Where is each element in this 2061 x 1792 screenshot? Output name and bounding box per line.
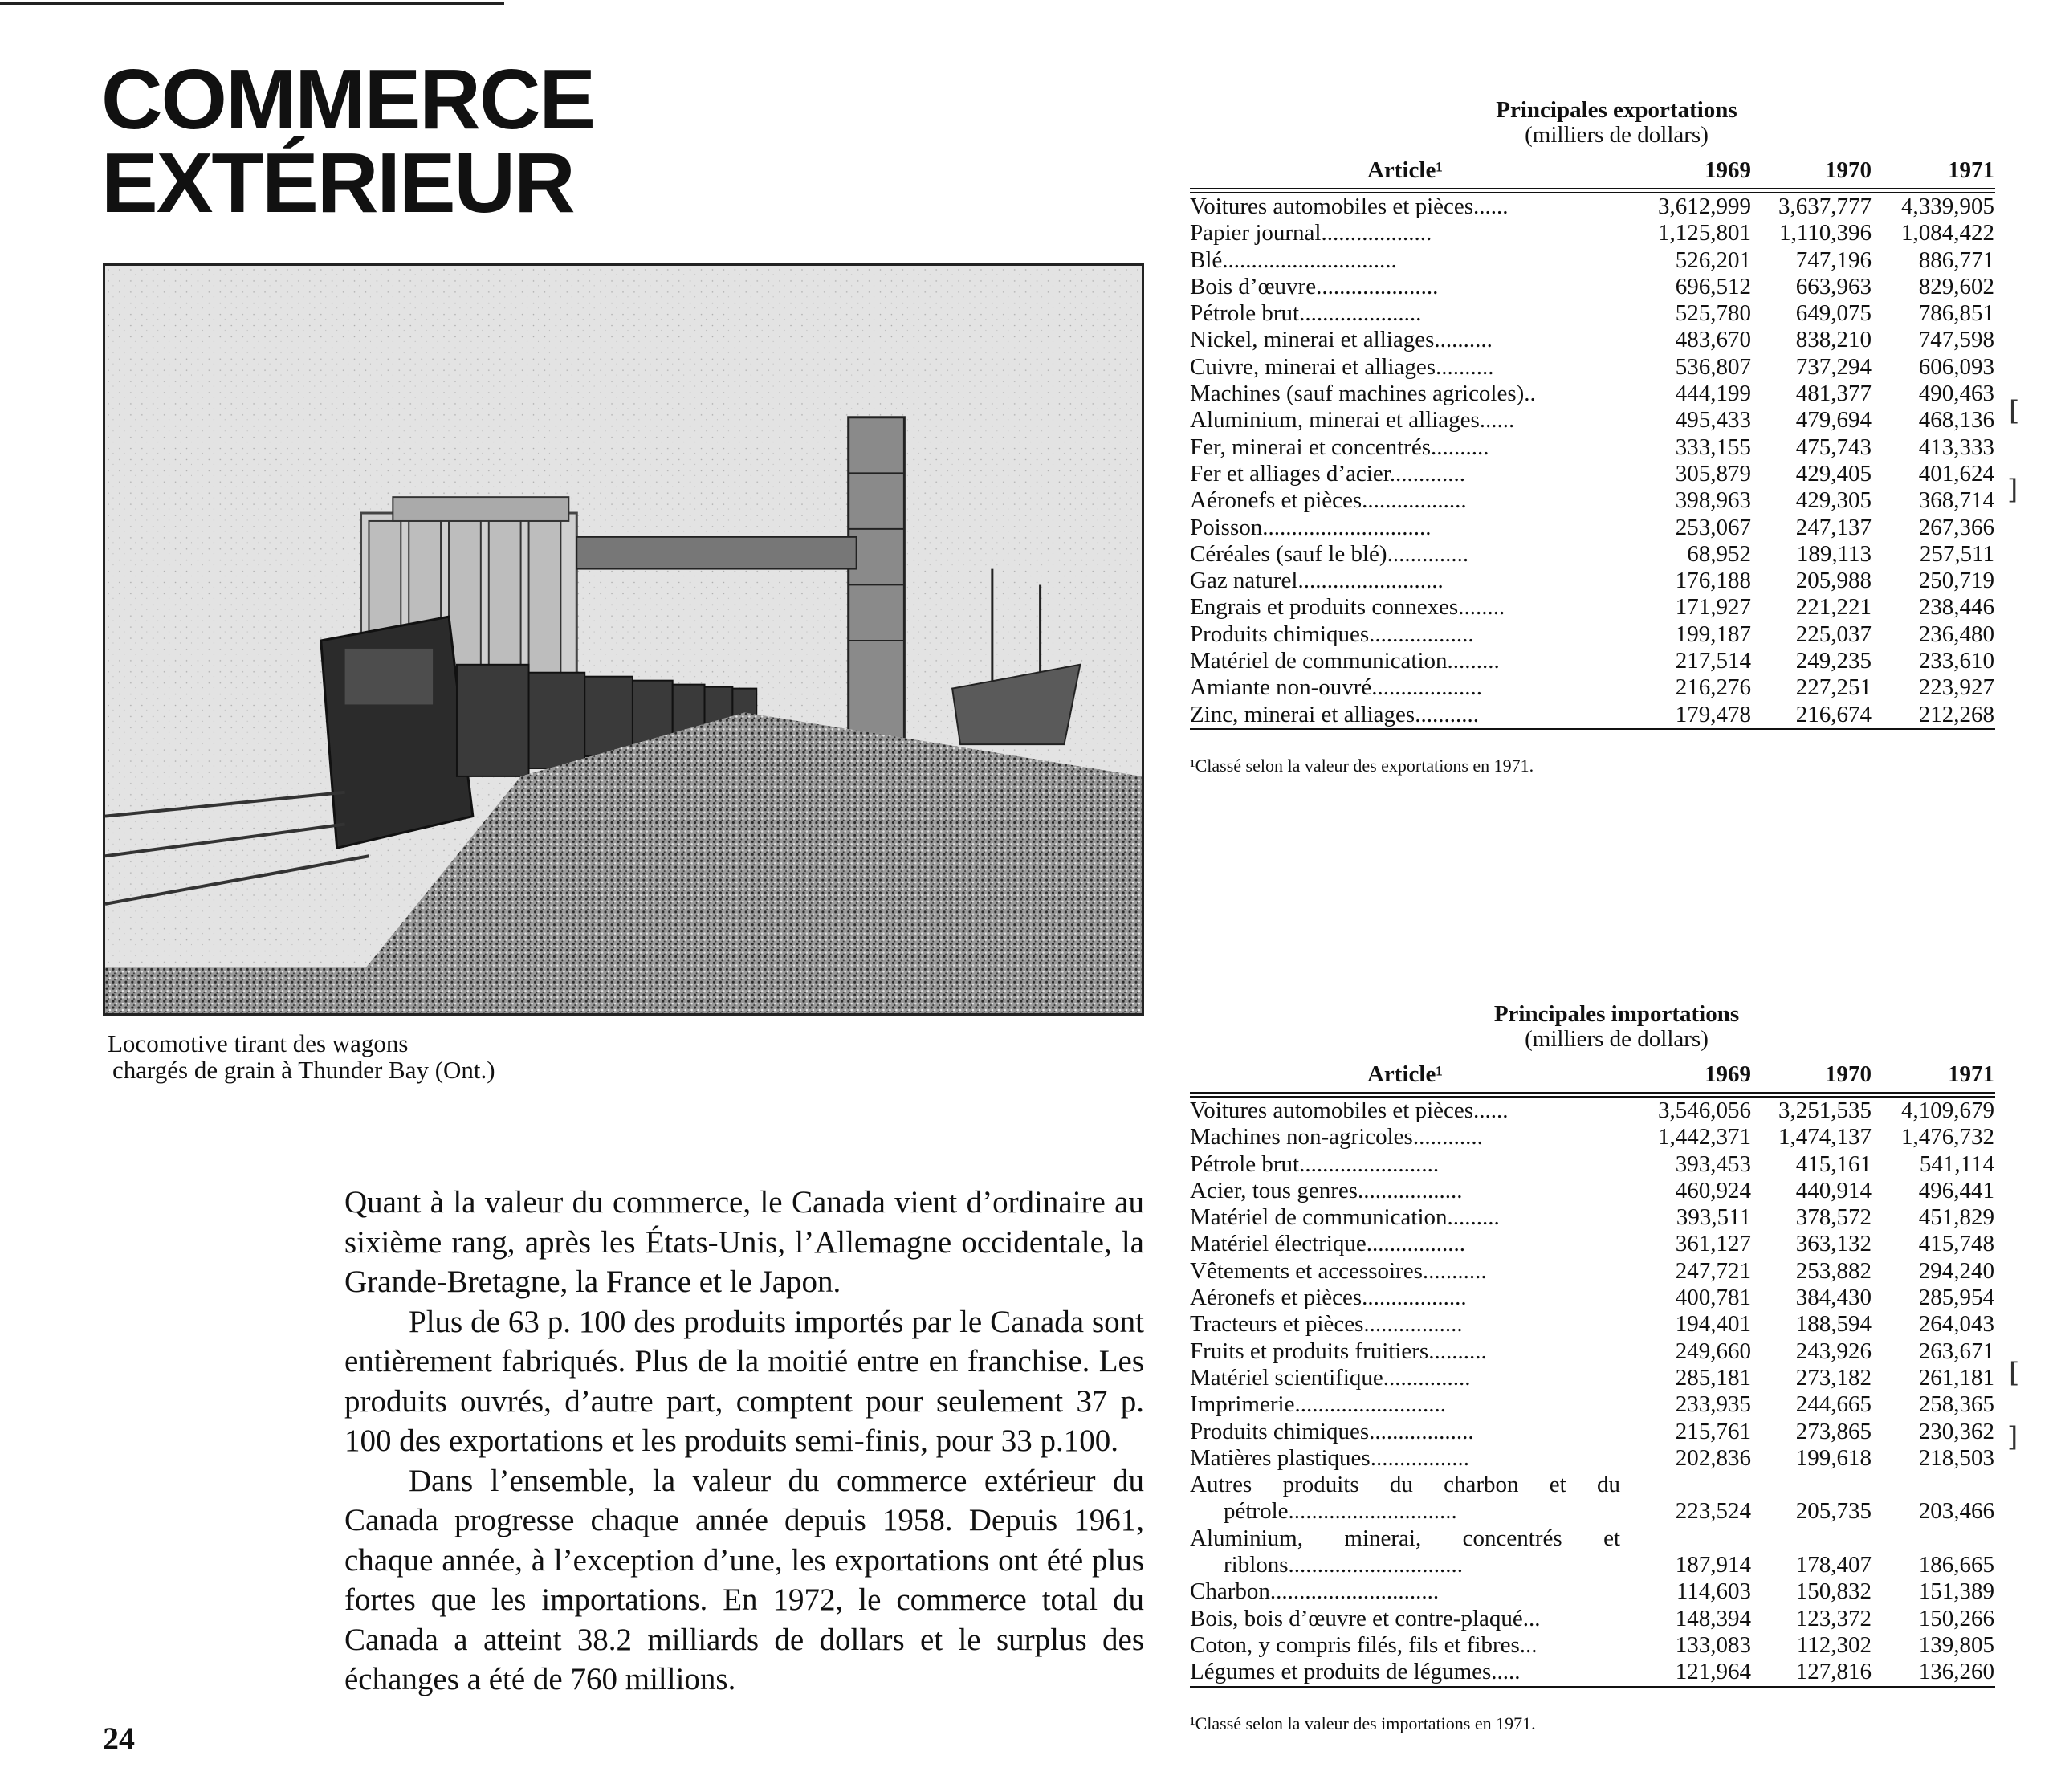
value-1969: 1,442,371 — [1658, 1124, 1751, 1151]
value-1970: 838,210 — [1795, 327, 1872, 353]
table-row — [1190, 1204, 1995, 1231]
value-1970: 481,377 — [1795, 381, 1872, 407]
value-1971: 606,093 — [1918, 353, 1994, 380]
title-line-2: EXTÉRIEUR — [101, 136, 574, 230]
value-1970: 737,294 — [1795, 353, 1872, 380]
imports-table — [1190, 1002, 1995, 1734]
value-1970: 3,637,777 — [1778, 193, 1872, 219]
row-label: Fer et alliages d’acier............. — [1190, 460, 1466, 487]
row-label: Matériel électrique................. — [1190, 1231, 1466, 1257]
row-label: Produits chimiques.................. — [1190, 1418, 1474, 1444]
title-line-1: COMMERCE — [101, 52, 595, 147]
table-row — [1190, 541, 1995, 568]
exports-table — [1190, 98, 1995, 776]
table-row — [1190, 1258, 1995, 1285]
value-1969: 179,478 — [1675, 701, 1751, 727]
value-1970: 475,743 — [1795, 434, 1872, 460]
value-1969: 400,781 — [1675, 1285, 1751, 1311]
table-row — [1190, 434, 1995, 461]
value-1970: 205,735 — [1795, 1498, 1872, 1525]
value-1971: 233,610 — [1918, 648, 1994, 674]
value-1969: 285,181 — [1675, 1364, 1751, 1391]
value-1969: 3,612,999 — [1658, 193, 1751, 219]
value-1969: 215,761 — [1675, 1418, 1751, 1444]
value-1971: 886,771 — [1918, 246, 1994, 273]
value-1969: 483,670 — [1675, 327, 1751, 353]
table-row — [1190, 1231, 1995, 1257]
value-1970: 243,926 — [1795, 1338, 1872, 1364]
value-1970: 112,302 — [1796, 1631, 1872, 1658]
value-1970: 221,221 — [1795, 594, 1872, 621]
value-1970: 429,305 — [1795, 487, 1872, 514]
exports-footnote: ¹Classé selon la valeur des exportations en 1971. — [1190, 755, 1534, 776]
col-header-1971: 1971 — [1948, 1061, 1994, 1087]
value-1971: 186,665 — [1918, 1552, 1994, 1578]
value-1970: 378,572 — [1795, 1204, 1872, 1231]
value-1969: 526,201 — [1675, 246, 1751, 273]
value-1970: 244,665 — [1795, 1391, 1872, 1418]
value-1970: 440,914 — [1795, 1177, 1872, 1203]
exports-table-body — [1190, 192, 1995, 730]
value-1970: 479,694 — [1795, 407, 1872, 434]
value-1969: 216,276 — [1675, 674, 1751, 701]
row-label: Aluminium, minerai et alliages...... — [1190, 407, 1515, 434]
row-label: Coton, y compris filés, fils et fibres... — [1190, 1631, 1538, 1658]
col-header-article: Article¹ — [1367, 1061, 1444, 1087]
value-1970: 150,832 — [1795, 1578, 1872, 1605]
value-1971: 4,109,679 — [1901, 1098, 1994, 1123]
col-header-1969: 1969 — [1705, 157, 1751, 183]
value-1970: 273,865 — [1795, 1418, 1872, 1444]
value-1971: 258,365 — [1918, 1391, 1994, 1418]
row-label: Charbon............................. — [1190, 1578, 1440, 1605]
value-1971: 1,084,422 — [1901, 220, 1994, 246]
value-1971: 267,366 — [1918, 514, 1994, 540]
imports-table-title: Principales importations — [1493, 1001, 1740, 1027]
margin-bracket-mark: ] — [2007, 1421, 2018, 1453]
table-row — [1190, 1311, 1995, 1338]
value-1969: 233,935 — [1675, 1391, 1751, 1418]
value-1970: 1,474,137 — [1778, 1124, 1872, 1151]
value-1971: 829,602 — [1918, 273, 1994, 299]
value-1969: 217,514 — [1675, 648, 1751, 674]
value-1969: 133,083 — [1675, 1631, 1751, 1658]
row-label: Bois, bois d’œuvre et contre-plaqué... — [1190, 1605, 1541, 1631]
value-1971: 415,748 — [1918, 1231, 1994, 1257]
imports-table-body — [1190, 1096, 1995, 1688]
row-label: Machines (sauf machines agricoles).. — [1190, 381, 1536, 407]
value-1970: 247,137 — [1795, 514, 1872, 540]
table-row — [1190, 1659, 1995, 1685]
table-row — [1190, 1178, 1995, 1204]
table-row — [1190, 247, 1995, 274]
imports-table-subtitle: (milliers de dollars) — [1525, 1026, 1709, 1052]
value-1971: 223,927 — [1918, 674, 1994, 701]
paragraph-3: Dans l’ensemble, la valeur du commerce extérieur du Canada progresse chaque année depuis 1958. Depuis 1961, chaque année, à l’exception d’une, les exportations ont été plus fortes que les importations. En 1972, le commerce total du Canada a atteint 38.2 milliards de dollars et le surplus des échanges a été de 760 millions. — [344, 1463, 1144, 1696]
imports-footnote: ¹Classé selon la valeur des importations en 1971. — [1190, 1713, 1536, 1733]
row-label: Poisson............................. — [1190, 514, 1432, 540]
value-1969: 696,512 — [1675, 273, 1751, 299]
row-label — [1190, 1525, 1620, 1579]
table-row — [1190, 381, 1995, 407]
value-1971: 151,389 — [1918, 1578, 1994, 1605]
value-1969: 121,964 — [1675, 1659, 1751, 1685]
value-1970: 216,674 — [1795, 701, 1872, 727]
row-label: Matières plastiques................. — [1190, 1444, 1469, 1471]
col-header-article: Article¹ — [1367, 157, 1444, 183]
value-1969: 247,721 — [1675, 1257, 1751, 1284]
value-1970: 178,407 — [1795, 1552, 1872, 1578]
row-label: Zinc, minerai et alliages........... — [1190, 701, 1479, 727]
paragraph-2: Plus de 63 p. 100 des produits importés par le Canada sont entièrement fabriqués. Plus de la moitié entre en franchise. Les produits ouvrés, d’autre part, comptent pour seulement 37 p. 100 des exportations et les produits semi-finis, pour 33 p.100. — [344, 1304, 1144, 1458]
page-title — [101, 52, 595, 230]
row-label: Tracteurs et pièces................. — [1190, 1311, 1463, 1338]
value-1969: 393,511 — [1676, 1204, 1751, 1231]
value-1970: 225,037 — [1795, 621, 1872, 647]
row-label: Fer, minerai et concentrés.......... — [1190, 434, 1489, 460]
value-1969: 249,660 — [1675, 1338, 1751, 1364]
table-row — [1190, 702, 1995, 728]
value-1969: 171,927 — [1675, 594, 1751, 621]
value-1969: 361,127 — [1675, 1231, 1751, 1257]
value-1971: 285,954 — [1918, 1285, 1994, 1311]
value-1971: 238,446 — [1918, 594, 1994, 621]
value-1969: 333,155 — [1675, 434, 1751, 460]
value-1971: 136,260 — [1918, 1659, 1994, 1685]
paragraph-1: Quant à la valeur du commerce, le Canada vient d’ordinaire au sixième rang, après les États-Unis, l’Allemagne occidentale, la Grande-Bretagne, la France et le Japon. — [344, 1185, 1144, 1299]
row-label: Céréales (sauf le blé).............. — [1190, 540, 1469, 567]
value-1971: 139,805 — [1918, 1631, 1994, 1658]
value-1969: 460,924 — [1675, 1177, 1751, 1203]
table-row — [1190, 1098, 1995, 1124]
value-1970: 188,594 — [1795, 1311, 1872, 1338]
value-1971: 451,829 — [1918, 1204, 1994, 1231]
value-1969: 398,963 — [1675, 487, 1751, 514]
value-1971: 264,043 — [1918, 1311, 1994, 1338]
row-label: Engrais et produits connexes........ — [1190, 594, 1505, 621]
row-label-line-2: riblons.............................. — [1224, 1552, 1464, 1578]
table-row — [1190, 1365, 1995, 1391]
value-1969: 114,603 — [1676, 1578, 1751, 1605]
value-1969: 495,433 — [1675, 407, 1751, 434]
row-label: Matériel de communication......... — [1190, 1204, 1500, 1231]
value-1971: 541,114 — [1919, 1151, 1994, 1177]
value-1971: 218,503 — [1918, 1444, 1994, 1471]
value-1969: 202,836 — [1675, 1444, 1751, 1471]
table-row — [1190, 300, 1995, 327]
row-label: Matériel scientifique............... — [1190, 1364, 1471, 1391]
table-row — [1190, 1285, 1995, 1311]
row-label: Machines non-agricoles............ — [1190, 1124, 1483, 1151]
value-1970: 273,182 — [1795, 1364, 1872, 1391]
exports-table-subtitle: (milliers de dollars) — [1525, 122, 1709, 148]
value-1969: 176,188 — [1675, 568, 1751, 594]
row-label: Aéronefs et pièces.................. — [1190, 487, 1467, 514]
value-1970: 747,196 — [1795, 246, 1872, 273]
table-row — [1190, 461, 1995, 487]
margin-bracket-mark: [ — [2009, 395, 2020, 427]
page-number: 24 — [103, 1721, 135, 1757]
row-label: Légumes et produits de légumes..... — [1190, 1659, 1521, 1685]
value-1970: 123,372 — [1795, 1605, 1872, 1631]
value-1969: 253,067 — [1675, 514, 1751, 540]
row-label-line-1: Autres produits du charbon et du — [1190, 1472, 1620, 1498]
value-1971: 263,671 — [1918, 1338, 1994, 1364]
row-label-line-2: pétrole............................. — [1224, 1498, 1457, 1525]
table-row — [1190, 1472, 1995, 1525]
body-text — [344, 1183, 1144, 1700]
value-1970: 649,075 — [1795, 300, 1872, 327]
table-row — [1190, 1151, 1995, 1178]
value-1970: 227,251 — [1795, 674, 1872, 701]
row-label: Voitures automobiles et pièces...... — [1190, 1098, 1509, 1123]
value-1969: 68,952 — [1687, 540, 1751, 567]
row-label: Fruits et produits fruitiers.......... — [1190, 1338, 1487, 1364]
photo-caption — [108, 1030, 686, 1083]
value-1971: 203,466 — [1918, 1498, 1994, 1525]
value-1969: 444,199 — [1675, 381, 1751, 407]
table-row — [1190, 1391, 1995, 1418]
row-label-line-1: Aluminium, minerai, concentrés et — [1190, 1525, 1620, 1551]
value-1971: 250,719 — [1918, 568, 1994, 594]
photo-locomotive-grain-cars — [103, 263, 1144, 1016]
table-row — [1190, 274, 1995, 300]
table-row — [1190, 327, 1995, 353]
value-1971: 747,598 — [1918, 327, 1994, 353]
row-label: Amiante non-ouvré................... — [1190, 674, 1483, 701]
table-row — [1190, 487, 1995, 514]
row-label: Gaz naturel......................... — [1190, 568, 1444, 594]
row-label: Aéronefs et pièces.................. — [1190, 1285, 1467, 1311]
value-1971: 401,624 — [1918, 460, 1994, 487]
row-label: Imprimerie.......................... — [1190, 1391, 1446, 1418]
table-row — [1190, 674, 1995, 701]
value-1970: 1,110,396 — [1779, 220, 1872, 246]
margin-bracket-mark: [ — [2009, 1357, 2020, 1389]
table-row — [1190, 1632, 1995, 1659]
value-1970: 199,618 — [1795, 1444, 1872, 1471]
value-1969: 536,807 — [1675, 353, 1751, 380]
table-row — [1190, 1419, 1995, 1445]
value-1971: 368,714 — [1918, 487, 1994, 514]
value-1969: 199,187 — [1675, 621, 1751, 647]
value-1971: 236,480 — [1918, 621, 1994, 647]
row-label — [1190, 1472, 1620, 1525]
value-1970: 249,235 — [1795, 648, 1872, 674]
value-1969: 194,401 — [1675, 1311, 1751, 1338]
exports-table-title: Principales exportations — [1496, 97, 1737, 123]
table-row — [1190, 594, 1995, 621]
value-1970: 415,161 — [1795, 1151, 1872, 1177]
value-1971: 150,266 — [1918, 1605, 1994, 1631]
value-1971: 496,441 — [1918, 1177, 1994, 1203]
table-row — [1190, 193, 1995, 220]
table-row — [1190, 354, 1995, 381]
value-1971: 230,362 — [1918, 1418, 1994, 1444]
imports-table-header — [1190, 1058, 1995, 1094]
row-label: Voitures automobiles et pièces...... — [1190, 193, 1509, 219]
row-label: Matériel de communication......... — [1190, 648, 1500, 674]
value-1971: 490,463 — [1918, 381, 1994, 407]
value-1971: 4,339,905 — [1901, 193, 1994, 219]
value-1969: 148,394 — [1675, 1605, 1751, 1631]
value-1971: 261,181 — [1918, 1364, 1994, 1391]
value-1971: 1,476,732 — [1901, 1124, 1994, 1151]
col-header-1971: 1971 — [1948, 157, 1994, 183]
value-1969: 305,879 — [1675, 460, 1751, 487]
table-row — [1190, 1124, 1995, 1151]
value-1969: 3,546,056 — [1658, 1098, 1751, 1123]
value-1971: 257,511 — [1919, 540, 1994, 567]
value-1970: 189,113 — [1796, 540, 1872, 567]
value-1970: 3,251,535 — [1778, 1098, 1872, 1123]
col-header-1969: 1969 — [1705, 1061, 1751, 1087]
row-label: Bois d’œuvre..................... — [1190, 273, 1439, 299]
photo-illustration — [105, 266, 1142, 1013]
table-row — [1190, 1606, 1995, 1632]
value-1969: 393,453 — [1675, 1151, 1751, 1177]
value-1970: 127,816 — [1795, 1659, 1872, 1685]
value-1970: 429,405 — [1795, 460, 1872, 487]
table-row — [1190, 515, 1995, 541]
top-rule — [0, 2, 504, 5]
table-row — [1190, 407, 1995, 434]
table-row — [1190, 1445, 1995, 1472]
col-header-1970: 1970 — [1825, 1061, 1872, 1087]
table-row — [1190, 1525, 1995, 1579]
value-1971: 212,268 — [1918, 701, 1994, 727]
row-label: Vêtements et accessoires........... — [1190, 1257, 1487, 1284]
value-1970: 663,963 — [1795, 273, 1872, 299]
row-label: Nickel, minerai et alliages.......... — [1190, 327, 1493, 353]
row-label: Pétrole brut........................ — [1190, 1151, 1440, 1177]
row-label: Cuivre, minerai et alliages.......... — [1190, 353, 1494, 380]
table-row — [1190, 621, 1995, 648]
value-1969: 525,780 — [1675, 300, 1751, 327]
value-1970: 253,882 — [1795, 1257, 1872, 1284]
row-label: Pétrole brut..................... — [1190, 300, 1422, 327]
table-row — [1190, 1578, 1995, 1605]
value-1970: 205,988 — [1795, 568, 1872, 594]
row-label: Blé.............................. — [1190, 246, 1397, 273]
value-1969: 187,914 — [1675, 1552, 1751, 1578]
table-row — [1190, 1338, 1995, 1365]
value-1969: 223,524 — [1675, 1498, 1751, 1525]
table-row — [1190, 648, 1995, 674]
caption-line-1: Locomotive tirant des wagons — [108, 1029, 409, 1057]
table-row — [1190, 568, 1995, 594]
value-1970: 363,132 — [1795, 1231, 1872, 1257]
table-row — [1190, 220, 1995, 246]
row-label: Papier journal................... — [1190, 220, 1432, 246]
value-1971: 786,851 — [1918, 300, 1994, 327]
col-header-1970: 1970 — [1825, 157, 1872, 183]
caption-line-2: chargés de grain à Thunder Bay (Ont.) — [112, 1056, 495, 1084]
value-1969: 1,125,801 — [1658, 220, 1751, 246]
value-1971: 294,240 — [1918, 1257, 1994, 1284]
value-1971: 468,136 — [1918, 407, 1994, 434]
exports-table-header — [1190, 154, 1995, 189]
margin-bracket-mark: ] — [2007, 474, 2018, 506]
value-1971: 413,333 — [1918, 434, 1994, 460]
row-label: Acier, tous genres.................. — [1190, 1177, 1463, 1203]
value-1970: 384,430 — [1795, 1285, 1872, 1311]
row-label: Produits chimiques.................. — [1190, 621, 1474, 647]
